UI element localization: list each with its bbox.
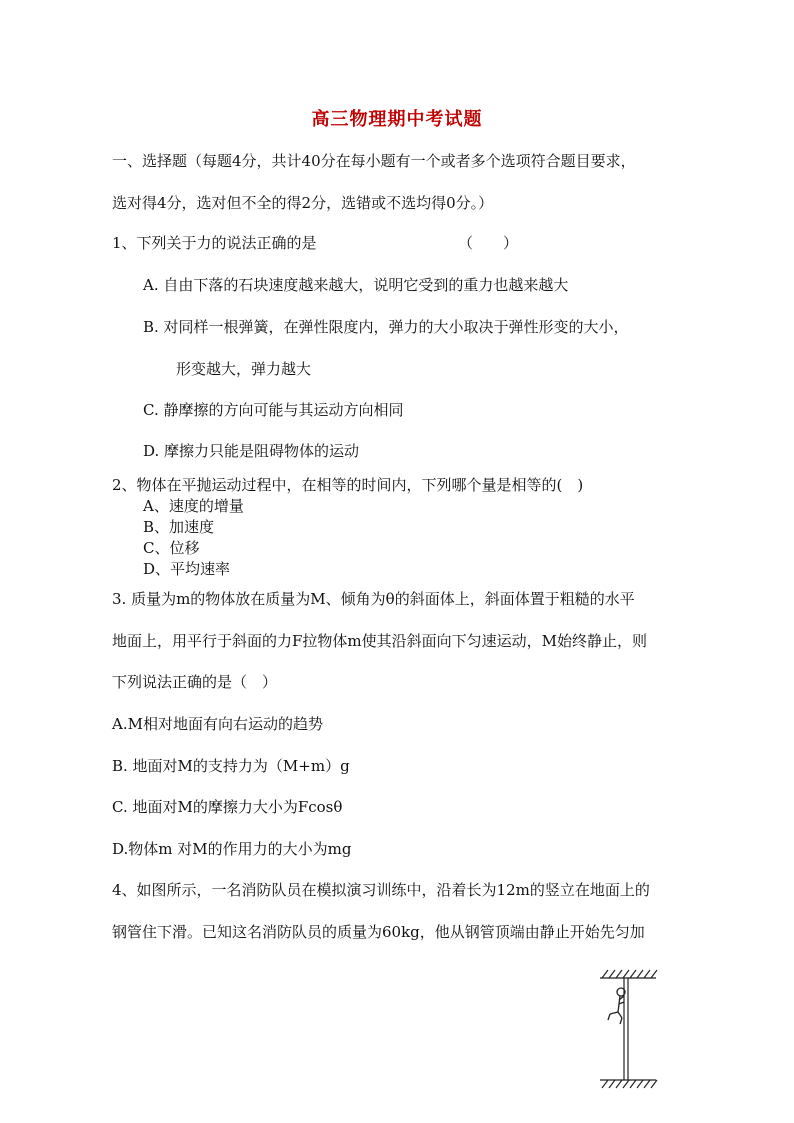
question-1-option-b-cont: 形变越大，弹力越大 [176,360,312,378]
question-2-option-d: D、平均速率 [143,560,231,578]
question-3-option-d: D.物体m 对M的作用力的大小为mg [112,840,352,858]
question-3-option-c: C. 地面对M的摩擦力大小为Fcosθ [112,798,343,816]
question-1-option-c: C. 静摩擦的方向可能与其运动方向相同 [143,401,404,419]
question-3-stem-line2: 地面上，用平行于斜面的力F拉物体m使其沿斜面向下匀速运动，M始终静止，则 [112,632,647,650]
question-3-stem-line1: 3. 质量为m的物体放在质量为M、倾角为θ的斜面体上，斜面体置于粗糙的水平 [112,590,635,608]
ceiling-hatch [602,970,657,978]
question-3-option-a: A.M相对地面有向右运动的趋势 [112,715,323,733]
question-2-option-c: C、位移 [143,539,200,557]
question-1-option-d: D. 摩擦力只能是阻碍物体的运动 [143,442,360,460]
firefighter-pole-figure [596,966,660,1092]
ground-hatch [602,1080,657,1088]
page-title: 高三物理期中考试题 [311,109,483,130]
question-3-stem-line3: 下列说法正确的是（ ） [112,673,278,691]
question-2-option-a: A、速度的增量 [143,497,244,515]
question-3-option-b: B. 地面对M的支持力为（M+m）g [112,757,350,775]
firefighter-person [608,988,625,1024]
question-2-option-b: B、加速度 [143,518,215,536]
question-1-answer-bracket: （ ） [458,234,519,252]
section-heading-line2: 选对得4分，选对但不全的得2分，选错或不选均得0分。） [112,194,494,212]
question-4-stem-line1: 4、如图所示，一名消防队员在模拟演习训练中，沿着长为12m的竖立在地面上的 [112,881,650,899]
question-1-option-a: A. 自由下落的石块速度越来越大，说明它受到的重力也越来越大 [143,276,569,294]
question-1-option-b: B. 对同样一根弹簧，在弹性限度内，弹力的大小取决于弹性形变的大小， [143,318,629,336]
question-4-stem-line2: 钢管住下滑。已知这名消防队员的质量为60kg，他从钢管顶端由静止开始先匀加 [112,923,645,941]
question-1-stem: 1、下列关于力的说法正确的是 [112,234,317,252]
question-2-stem: 2、物体在平抛运动过程中，在相等的时间内，下列哪个量是相等的( ) [112,476,584,494]
section-heading-line1: 一、选择题（每题4分，共计40分在每小题有一个或者多个选项符合题目要求， [112,152,636,170]
